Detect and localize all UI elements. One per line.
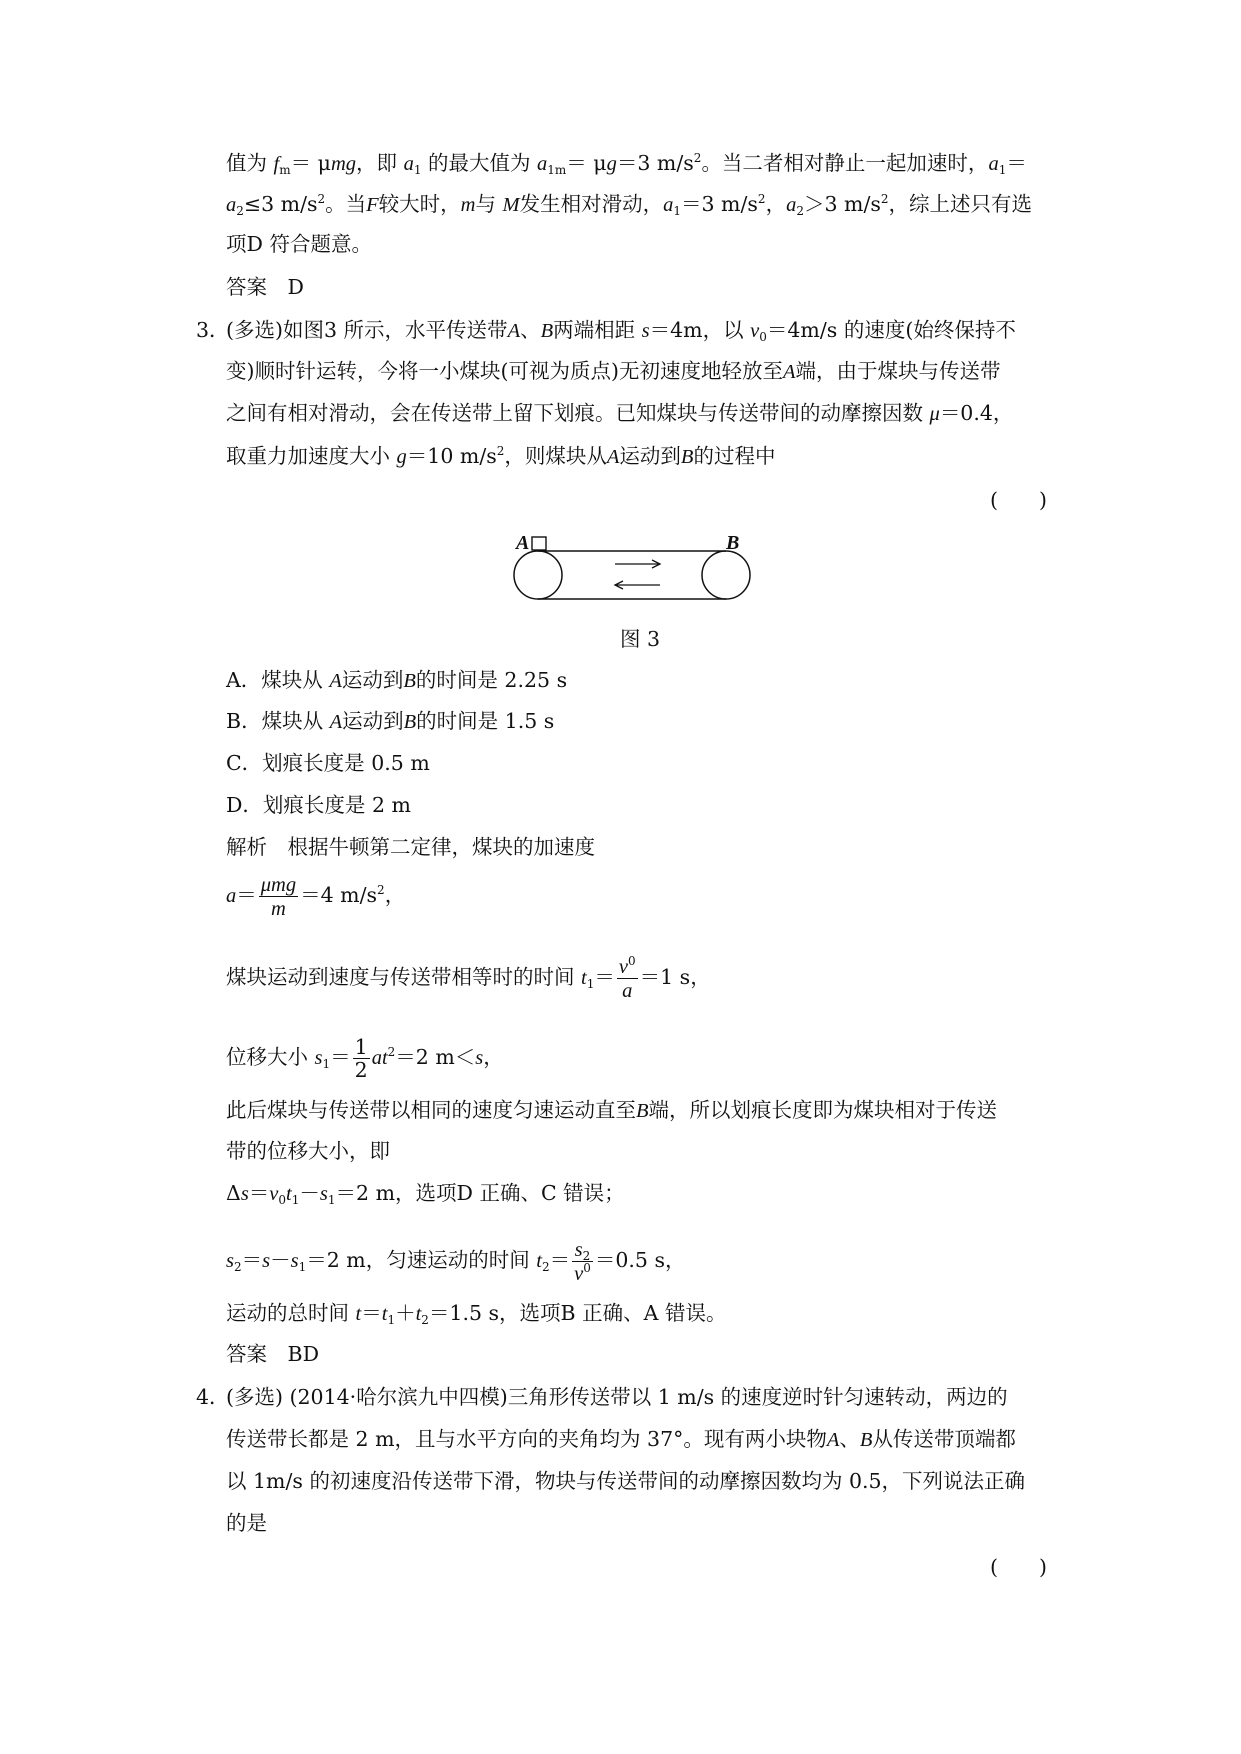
label-a: A [516, 532, 530, 554]
question-line: 之间有相对滑动，会在传送带上留下划痕。已知煤块与传送带间的动摩擦因数 μ＝0.4， [226, 401, 1014, 425]
option-d: D．划痕长度是 2 m [226, 793, 411, 817]
question-line: 的是 [226, 1511, 267, 1535]
answer-bracket: ( ) [990, 1555, 1047, 1579]
solution-line: 带的位移大小，即 [226, 1139, 390, 1163]
solution-line: $a_2\le 3$ $m/s^2$。当F较大时，m与 M发生相对滑动，$a_1=3$ $m/s^2$，$a_2>3$ $m/s^2$，综上述只有选 [226, 192, 1033, 218]
equation-1: a＝ $\frac{\text{μmg}}{m}$ ＝4 $m/s^2$， [226, 874, 406, 920]
question-number: 4． [196, 1385, 230, 1409]
right-pulley [702, 551, 750, 599]
equation-5: $s_2=s-s_1=2$ m，匀速运动的时间 $t_2=$ $\frac{s_2}{v^0}$ ＝0.5 s， [226, 1239, 686, 1285]
option-a: A．煤块从 A运动到B的时间是 2.25 s [226, 668, 568, 692]
label-b: B [726, 532, 740, 554]
solution-line: 值为 $f_m= \mu mg$，即 $a_1$ 的最大值为 $a_{1m}= \mu g=3$ $m/s^2$。当二者相对静止一起加速时，$a_1=$ [226, 151, 1027, 177]
conveyor-belt-figure [500, 525, 770, 615]
option-b: B．煤块从 A运动到B的时间是 1.5 s [226, 709, 555, 733]
equation-2: 煤块运动到速度与传送带相等时的时间 $t_1=$ $\frac{v^0}{a}$ ＝1 s， [226, 954, 711, 1002]
equation-4: $\Delta s=v_0t_1-s_1=2$ m，选项D 正确、C 错误； [226, 1181, 625, 1207]
question-line: 变)顺时针运转，今将一小煤块(可视为质点)无初速度地轻放至A端，由于煤块与传送带 [226, 359, 1001, 383]
answer-bracket: ( ) [990, 488, 1047, 512]
left-pulley [514, 551, 562, 599]
question-number: 3． [196, 318, 230, 342]
answer-line: 答案 BD [226, 1342, 320, 1366]
question-line: 以 1m/s 的初速度沿传送带下滑，物块与传送带间的动摩擦因数均为 0.5，下列说法正确 [226, 1469, 1026, 1493]
equation-6: 运动的总时间 $t=t_1+t_2=1.5$ s，选项B 正确、A 错误。 [226, 1301, 727, 1327]
coal-block [532, 537, 546, 550]
answer-line: 答案 D [226, 275, 304, 299]
solution-line: 项D 符合题意。 [226, 232, 372, 256]
question-line: 取重力加速度大小 g＝10 $m/s^2$，则煤块从A运动到B的过程中 [226, 444, 776, 468]
solution-heading: 解析 根据牛顿第二定律，煤块的加速度 [226, 835, 595, 859]
figure-caption: 图 3 [620, 627, 661, 651]
question-line: 传送带长都是 2 m，且与水平方向的夹角均为 37°。现有两小块物A、B从传送带顶端都 [226, 1427, 1016, 1451]
question-line: (多选) (2014·哈尔滨九中四模)三角形传送带以 1 m/s 的速度逆时针匀速转动，两边的 [226, 1385, 1008, 1409]
option-c: C．划痕长度是 0.5 m [226, 751, 430, 775]
equation-3: 位移大小 $s_1=$ $\frac{1}{2}$ $at^2=2$ m＜s， [226, 1035, 504, 1082]
solution-line: 此后煤块与传送带以相同的速度匀速运动直至B端，所以划痕长度即为煤块相对于传送 [226, 1098, 998, 1122]
question-line: (多选)如图3 所示，水平传送带A、B两端相距 s＝4m，以 $v_0=4m/s$ 的速度(始终保持不 [226, 318, 1016, 344]
